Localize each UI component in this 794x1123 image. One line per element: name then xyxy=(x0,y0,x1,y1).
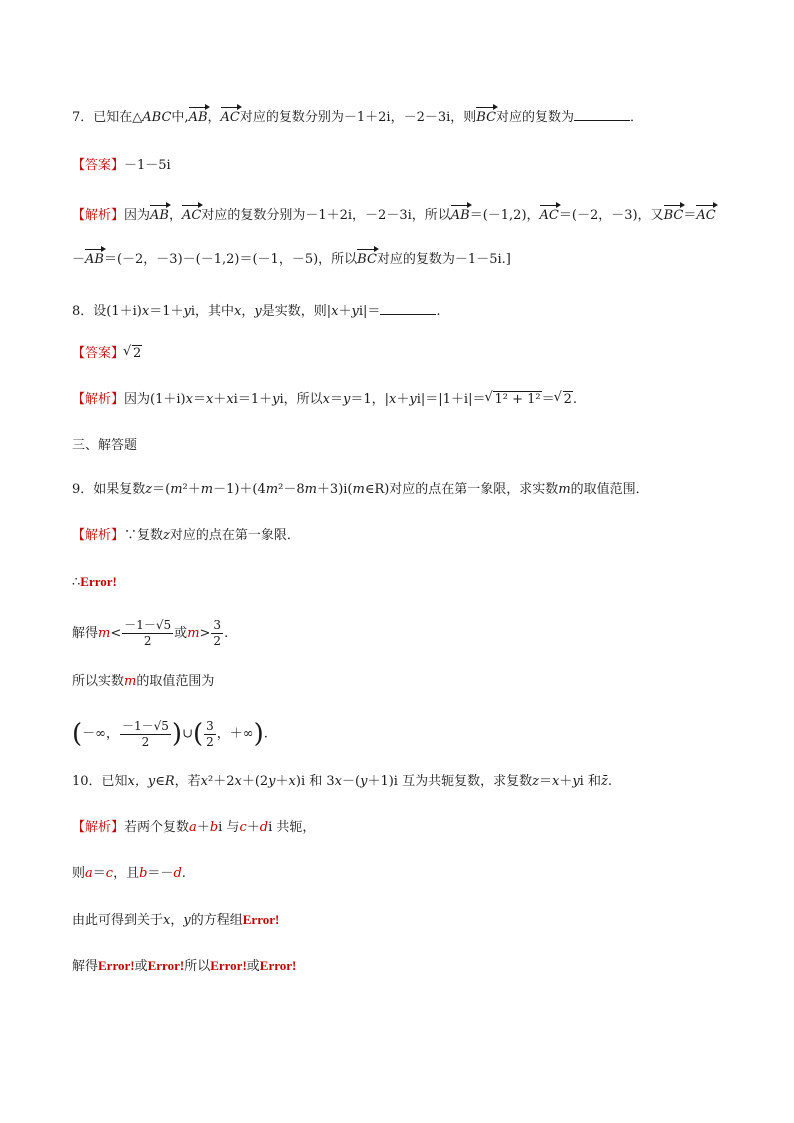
q10-text: . xyxy=(607,774,612,789)
less-than: < xyxy=(110,626,122,641)
q10-text: ²＋2 xyxy=(208,774,235,789)
var-x: x xyxy=(551,774,560,789)
q7-analysis-line2 xyxy=(72,250,511,270)
vector-ac: AC xyxy=(540,206,559,226)
var-y: y xyxy=(342,392,351,407)
then-text: ，且 xyxy=(113,866,140,881)
var-y: y xyxy=(351,304,359,319)
analysis-text: ＝1，| xyxy=(350,392,389,407)
q7-analysis-line1 xyxy=(72,206,716,226)
radicand: 1² + 1² xyxy=(494,392,541,407)
then-text: 则 xyxy=(72,866,86,881)
sqrt-expression xyxy=(485,390,541,410)
union-symbol: ∪ xyxy=(182,726,193,742)
neg-infinity: －∞， xyxy=(82,726,119,742)
var-b: b xyxy=(139,866,148,881)
var-y: y xyxy=(268,774,276,789)
var-y: y xyxy=(572,774,580,789)
analysis-text: ＝ xyxy=(329,392,343,407)
var-m: m xyxy=(265,482,279,497)
sqrt-2 xyxy=(124,344,142,364)
denominator: 2 xyxy=(143,634,152,648)
z-conjugate: z̄ xyxy=(600,774,608,789)
var-y: y xyxy=(254,304,262,319)
q9-text: ＋3)i( xyxy=(316,482,353,497)
var-y: y xyxy=(409,392,417,407)
var-x: x xyxy=(200,774,208,789)
var-m: m xyxy=(187,626,200,641)
left-paren: ( xyxy=(72,719,83,749)
error-field: Error! xyxy=(80,574,117,589)
q8-answer xyxy=(72,344,142,364)
or-text: 或 xyxy=(246,959,260,974)
q7-answer xyxy=(72,156,171,176)
vector-ac: AC xyxy=(182,206,201,226)
vector-ac: AC xyxy=(696,206,715,226)
var-m: m xyxy=(352,482,365,497)
q7-text: ， xyxy=(207,110,221,125)
var-y: y xyxy=(272,392,280,407)
period: . xyxy=(263,726,268,742)
vector-ab: AB xyxy=(85,250,104,270)
var-x: x xyxy=(322,392,330,407)
solve-text: 解得 xyxy=(72,959,99,974)
q9-text: 的取值范围． xyxy=(570,482,649,497)
var-y: y xyxy=(360,774,368,789)
q10-text: 10．已知 xyxy=(72,774,128,789)
var-c: c xyxy=(105,866,114,881)
var-z: z xyxy=(145,482,153,497)
analysis-tag: 【解析】 xyxy=(72,820,125,835)
analysis-text: ＝(－1,2)， xyxy=(469,208,540,223)
analysis-text: ＝(－2，－3)－(－1,2)＝(－1，－5)，所以 xyxy=(103,252,358,267)
right-paren: ) xyxy=(171,719,183,749)
q10-text: ＋ xyxy=(275,774,289,789)
q7-text: 对应的复数为 xyxy=(496,110,575,125)
right-paren: ) xyxy=(253,719,264,749)
question-8 xyxy=(72,302,441,322)
analysis-text: － xyxy=(72,252,86,267)
analysis-text: . xyxy=(572,392,578,407)
fraction xyxy=(211,618,223,649)
vector-ac: AC xyxy=(221,108,240,128)
analysis-text: 对应的复数分别为－1＋2i，－2－3i，所以 xyxy=(201,208,451,223)
error-field: Error! xyxy=(259,958,297,973)
q9-analysis xyxy=(72,526,300,546)
analysis-text: ＋ xyxy=(246,820,260,835)
q7-text: 7．已知在△ xyxy=(72,110,143,125)
analysis-tag: 【解析】 xyxy=(72,392,125,407)
var-x: x xyxy=(185,392,193,407)
system-text: 的方程组 xyxy=(190,913,243,928)
analysis-text: 若两个复数 xyxy=(124,820,190,835)
q9-text: 9．如果复数 xyxy=(72,482,146,497)
denominator: 2 xyxy=(206,734,214,749)
or-text: 或 xyxy=(174,626,188,641)
var-x: x xyxy=(331,304,339,319)
solve-text: 所以 xyxy=(184,959,211,974)
var-b: b xyxy=(209,820,219,835)
q8-text: . xyxy=(436,304,441,319)
system-text: 由此可得到关于 xyxy=(72,913,164,928)
var-z: z xyxy=(163,528,170,543)
q8-text: ， xyxy=(241,304,255,319)
var-x: x xyxy=(234,304,242,319)
error-field: Error! xyxy=(147,958,185,973)
q10-text: ＋1)i 互为共轭复数，求复数 xyxy=(367,774,533,789)
analysis-text: i 共轭， xyxy=(268,820,316,835)
q8-text: ＝1＋ xyxy=(149,304,184,319)
analysis-text: 因为(1＋i) xyxy=(124,392,186,407)
var-y: y xyxy=(183,304,191,319)
analysis-text: ∵复数 xyxy=(124,528,164,543)
var-d: d xyxy=(173,866,182,881)
q8-text: i|＝ xyxy=(358,304,381,319)
q8-text: ＋ xyxy=(338,304,352,319)
var-a: a xyxy=(85,866,93,881)
numerator: 3 xyxy=(213,618,222,632)
q9-range xyxy=(72,718,268,751)
analysis-text: i，所以 xyxy=(279,392,323,407)
fraction xyxy=(204,719,216,750)
answer-blank xyxy=(380,302,436,315)
answer-tag: 【答案】 xyxy=(72,158,125,173)
numerator: 3 xyxy=(206,718,214,733)
q10-then xyxy=(72,864,186,884)
q9-text: ²＋ xyxy=(182,482,201,497)
denominator: 2 xyxy=(213,634,222,648)
therefore-symbol: ∴ xyxy=(72,575,81,590)
section-heading: 三、解答题 xyxy=(72,438,138,453)
q9-text: ²－8 xyxy=(278,482,305,497)
q10-text: ＋(2 xyxy=(241,774,269,789)
var-c: c xyxy=(239,820,247,835)
q9-error-line xyxy=(72,572,117,593)
q8-text: 是实数，则| xyxy=(261,304,332,319)
numerator: －1－√5 xyxy=(124,618,172,632)
solve-text: 解得 xyxy=(72,626,99,641)
var-z: z xyxy=(532,774,539,789)
q10-text: －( xyxy=(342,774,361,789)
var-m: m xyxy=(304,482,317,497)
greater-than: > xyxy=(199,626,211,641)
question-7 xyxy=(72,108,643,128)
q9-solve xyxy=(72,618,228,649)
var-m: m xyxy=(558,482,571,497)
question-9 xyxy=(72,480,649,500)
left-paren: ( xyxy=(192,719,204,749)
analysis-text: ， xyxy=(168,208,182,223)
analysis-tag: 【解析】 xyxy=(72,208,125,223)
analysis-tag: 【解析】 xyxy=(72,528,125,543)
analysis-text: ＝ xyxy=(541,392,555,407)
radicand: 2 xyxy=(133,346,142,361)
var-x: x xyxy=(234,774,242,789)
var-m: m xyxy=(124,674,137,689)
fraction xyxy=(120,719,171,750)
analysis-text: 对应的点在第一象限． xyxy=(169,528,300,543)
period: . xyxy=(181,866,186,881)
error-field: Error! xyxy=(210,958,247,973)
var-x: x xyxy=(226,392,234,407)
analysis-text: i＝1＋ xyxy=(233,392,273,407)
analysis-text: ＝ xyxy=(683,208,697,223)
q7-text: 对应的复数分别为－1＋2i，－2－3i，则 xyxy=(239,110,477,125)
period: . xyxy=(224,626,229,641)
sqrt-2 xyxy=(555,390,573,410)
vector-bc: BC xyxy=(664,206,684,226)
vector-bc: BC xyxy=(357,250,377,270)
var-m: m xyxy=(200,482,214,497)
analysis-text: ＋ xyxy=(213,392,227,407)
analysis-text: 因为 xyxy=(124,208,151,223)
denominator: 2 xyxy=(141,734,150,749)
q10-text: ，若 xyxy=(174,774,201,789)
error-field: Error! xyxy=(98,958,135,973)
range-text: 所以实数 xyxy=(72,674,125,689)
analysis-text: i 与 xyxy=(218,820,240,835)
answer-tag: 【答案】 xyxy=(72,346,125,361)
or-text: 或 xyxy=(134,959,148,974)
vector-bc: BC xyxy=(476,108,496,128)
range-text: 的取值范围为 xyxy=(136,674,215,689)
pos-infinity: ，＋∞ xyxy=(216,726,254,742)
q7-text: ． xyxy=(630,110,644,125)
var-m: m xyxy=(170,482,183,497)
radicand: 2 xyxy=(563,392,572,407)
q10-analysis xyxy=(72,818,315,838)
answer-value: －1－5i xyxy=(124,158,171,173)
then-text: ＝－ xyxy=(147,866,174,881)
var-a: a xyxy=(189,820,197,835)
q10-text: i 和 xyxy=(579,774,601,789)
q7-text: 中, xyxy=(171,110,189,125)
q9-range-label xyxy=(72,672,214,692)
fraction xyxy=(122,618,173,649)
q8-text: 8．设(1＋i) xyxy=(72,304,142,319)
q9-text: －1)＋(4 xyxy=(213,482,266,497)
q10-system xyxy=(72,910,279,931)
analysis-text: i|＝|1＋i|＝ xyxy=(416,392,486,407)
question-10 xyxy=(72,772,612,792)
q9-text: ∈R)对应的点在第一象限，求实数 xyxy=(364,482,559,497)
q8-analysis xyxy=(72,390,577,410)
q10-text: ＝ xyxy=(538,774,552,789)
then-text: ＝ xyxy=(92,866,106,881)
vector-ab: AB xyxy=(189,108,208,128)
xy-real: x，y∈R xyxy=(127,774,175,789)
q9-text: ＝( xyxy=(152,482,171,497)
q8-text: i，其中 xyxy=(190,304,234,319)
var-m: m xyxy=(98,626,111,641)
system-text: ， xyxy=(170,913,184,928)
analysis-text: ＝(－2，－3)，又 xyxy=(558,208,664,223)
vector-ab: AB xyxy=(451,206,470,226)
analysis-text: ＝ xyxy=(192,392,206,407)
var-x: x xyxy=(205,392,214,407)
analysis-text: 对应的复数为－1－5i.] xyxy=(376,252,511,267)
error-field: Error! xyxy=(242,912,280,927)
answer-blank xyxy=(574,108,630,121)
q10-text: ＋ xyxy=(559,774,573,789)
q10-solve xyxy=(72,956,296,977)
var-x: x xyxy=(163,913,171,928)
numerator: －1－√5 xyxy=(122,718,169,733)
q10-text: )i 和 3 xyxy=(295,774,335,789)
var-x: x xyxy=(389,392,397,407)
vector-ab: AB xyxy=(150,206,169,226)
var-x: x xyxy=(334,774,342,789)
analysis-text: ＋ xyxy=(396,392,410,407)
triangle-abc: ABC xyxy=(142,110,172,125)
var-y: y xyxy=(183,913,191,928)
var-x: x xyxy=(288,774,296,789)
var-x: x xyxy=(141,304,150,319)
var-d: d xyxy=(259,820,269,835)
analysis-text: ＋ xyxy=(196,820,210,835)
